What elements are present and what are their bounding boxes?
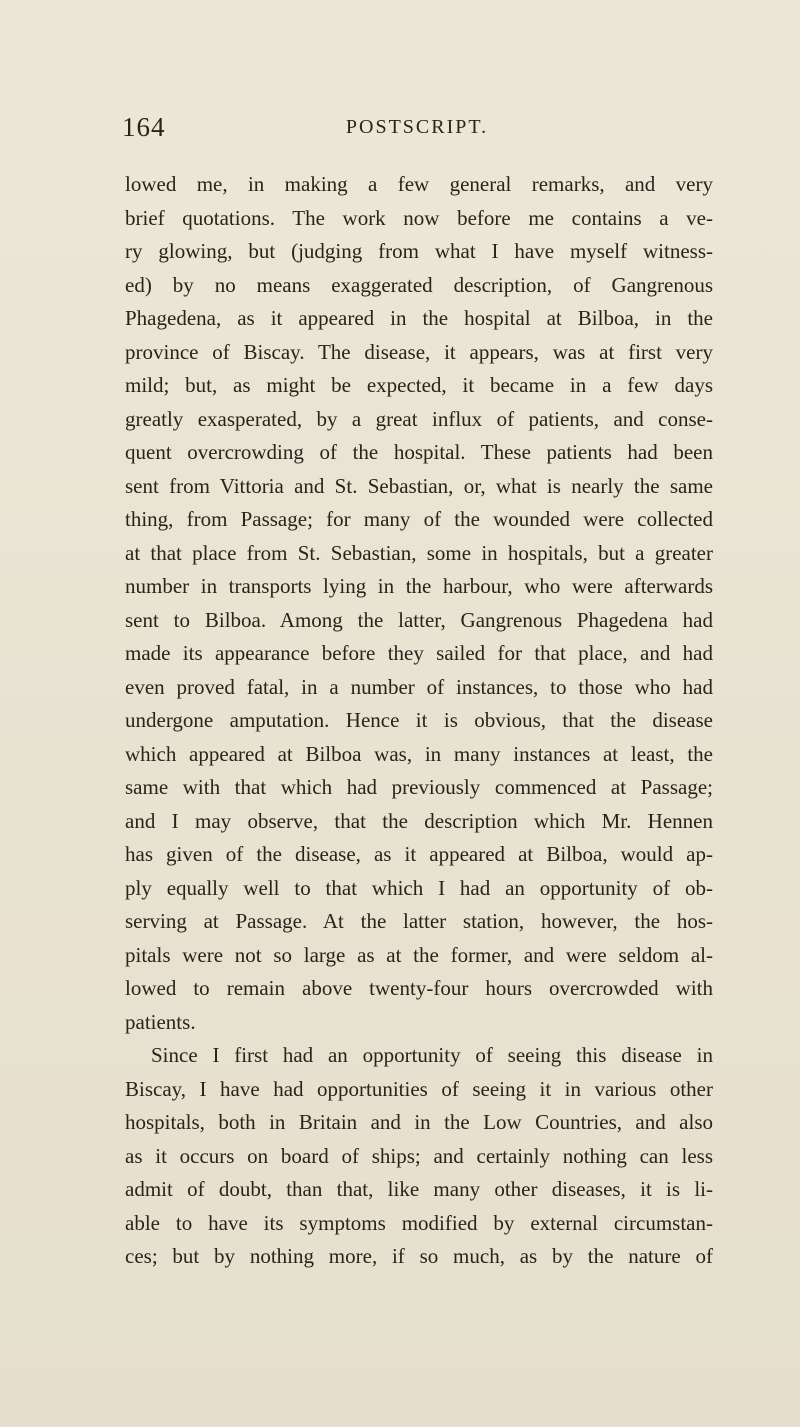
- text-line: hospitals, both in Britain and in the Low Countries, and also: [125, 1110, 713, 1134]
- page-number: 164: [122, 112, 166, 142]
- text-line: Since I first had an opportunity of seeing this disease in: [151, 1043, 713, 1067]
- text-line: Phagedena, as it appeared in the hospital at Bilboa, in the: [125, 306, 713, 330]
- text-line: ply equally well to that which I had an opportunity of ob-: [125, 875, 713, 900]
- text-line: serving at Passage. At the latter station, however, the hos-: [125, 909, 713, 933]
- text-line: province of Biscay. The disease, it appears, was at first very: [125, 339, 713, 364]
- text-line: pitals were not so large as at the former, and were seldom al-: [125, 942, 713, 967]
- text-line: ed) by no means exaggerated description, of Gangrenous: [125, 272, 713, 297]
- text-line: as it occurs on board of ships; and certainly nothing can less: [125, 1143, 713, 1168]
- text-line: sent from Vittoria and St. Sebastian, or, what is nearly the same: [125, 473, 713, 498]
- text-line: undergone amputation. Hence it is obvious, that the disease: [125, 708, 713, 732]
- text-line: thing, from Passage; for many of the wounded were collected: [125, 507, 713, 531]
- text-line: Biscay, I have had opportunities of seeing it in various other: [125, 1076, 713, 1101]
- text-line: at that place from St. Sebastian, some in hospitals, but a greater: [125, 540, 713, 565]
- text-line: made its appearance before they sailed for that place, and had: [125, 641, 713, 665]
- body-text: [125, 168, 713, 1274]
- paragraph-1: [125, 168, 713, 1039]
- running-title: POSTSCRIPT.: [345, 116, 489, 138]
- text-line: brief quotations. The work now before me contains a ve-: [125, 205, 713, 230]
- text-line: which appeared at Bilboa was, in many instances at least, the: [125, 741, 713, 766]
- text-line: lowed me, in making a few general remarks, and very: [125, 172, 713, 196]
- text-line: able to have its symptoms modified by external circumstan-: [125, 1210, 713, 1235]
- running-head: [122, 112, 712, 146]
- text-line: and I may observe, that the description which Mr. Hennen: [125, 808, 713, 833]
- text-line: admit of doubt, than that, like many other diseases, it is li-: [125, 1177, 713, 1201]
- text-line: lowed to remain above twenty-four hours overcrowded with: [125, 976, 713, 1000]
- paragraph-2: [125, 1039, 713, 1274]
- text-line: quent overcrowding of the hospital. These patients had been: [125, 440, 713, 464]
- text-line: ry glowing, but (judging from what I have myself witness-: [125, 239, 713, 263]
- text-line: patients.: [125, 1009, 196, 1034]
- text-line: has given of the disease, as it appeared at Bilboa, would ap-: [125, 842, 713, 866]
- text-line: mild; but, as might be expected, it became in a few days: [125, 373, 713, 397]
- text-line: even proved fatal, in a number of instances, to those who had: [125, 674, 713, 699]
- text-line: same with that which had previously commenced at Passage;: [125, 775, 713, 799]
- text-line: number in transports lying in the harbour, who were afterwards: [125, 574, 713, 598]
- text-line: sent to Bilboa. Among the latter, Gangrenous Phagedena had: [125, 607, 713, 632]
- text-line: ces; but by nothing more, if so much, as by the nature of: [125, 1244, 713, 1268]
- text-line: greatly exasperated, by a great influx of patients, and conse-: [125, 406, 713, 431]
